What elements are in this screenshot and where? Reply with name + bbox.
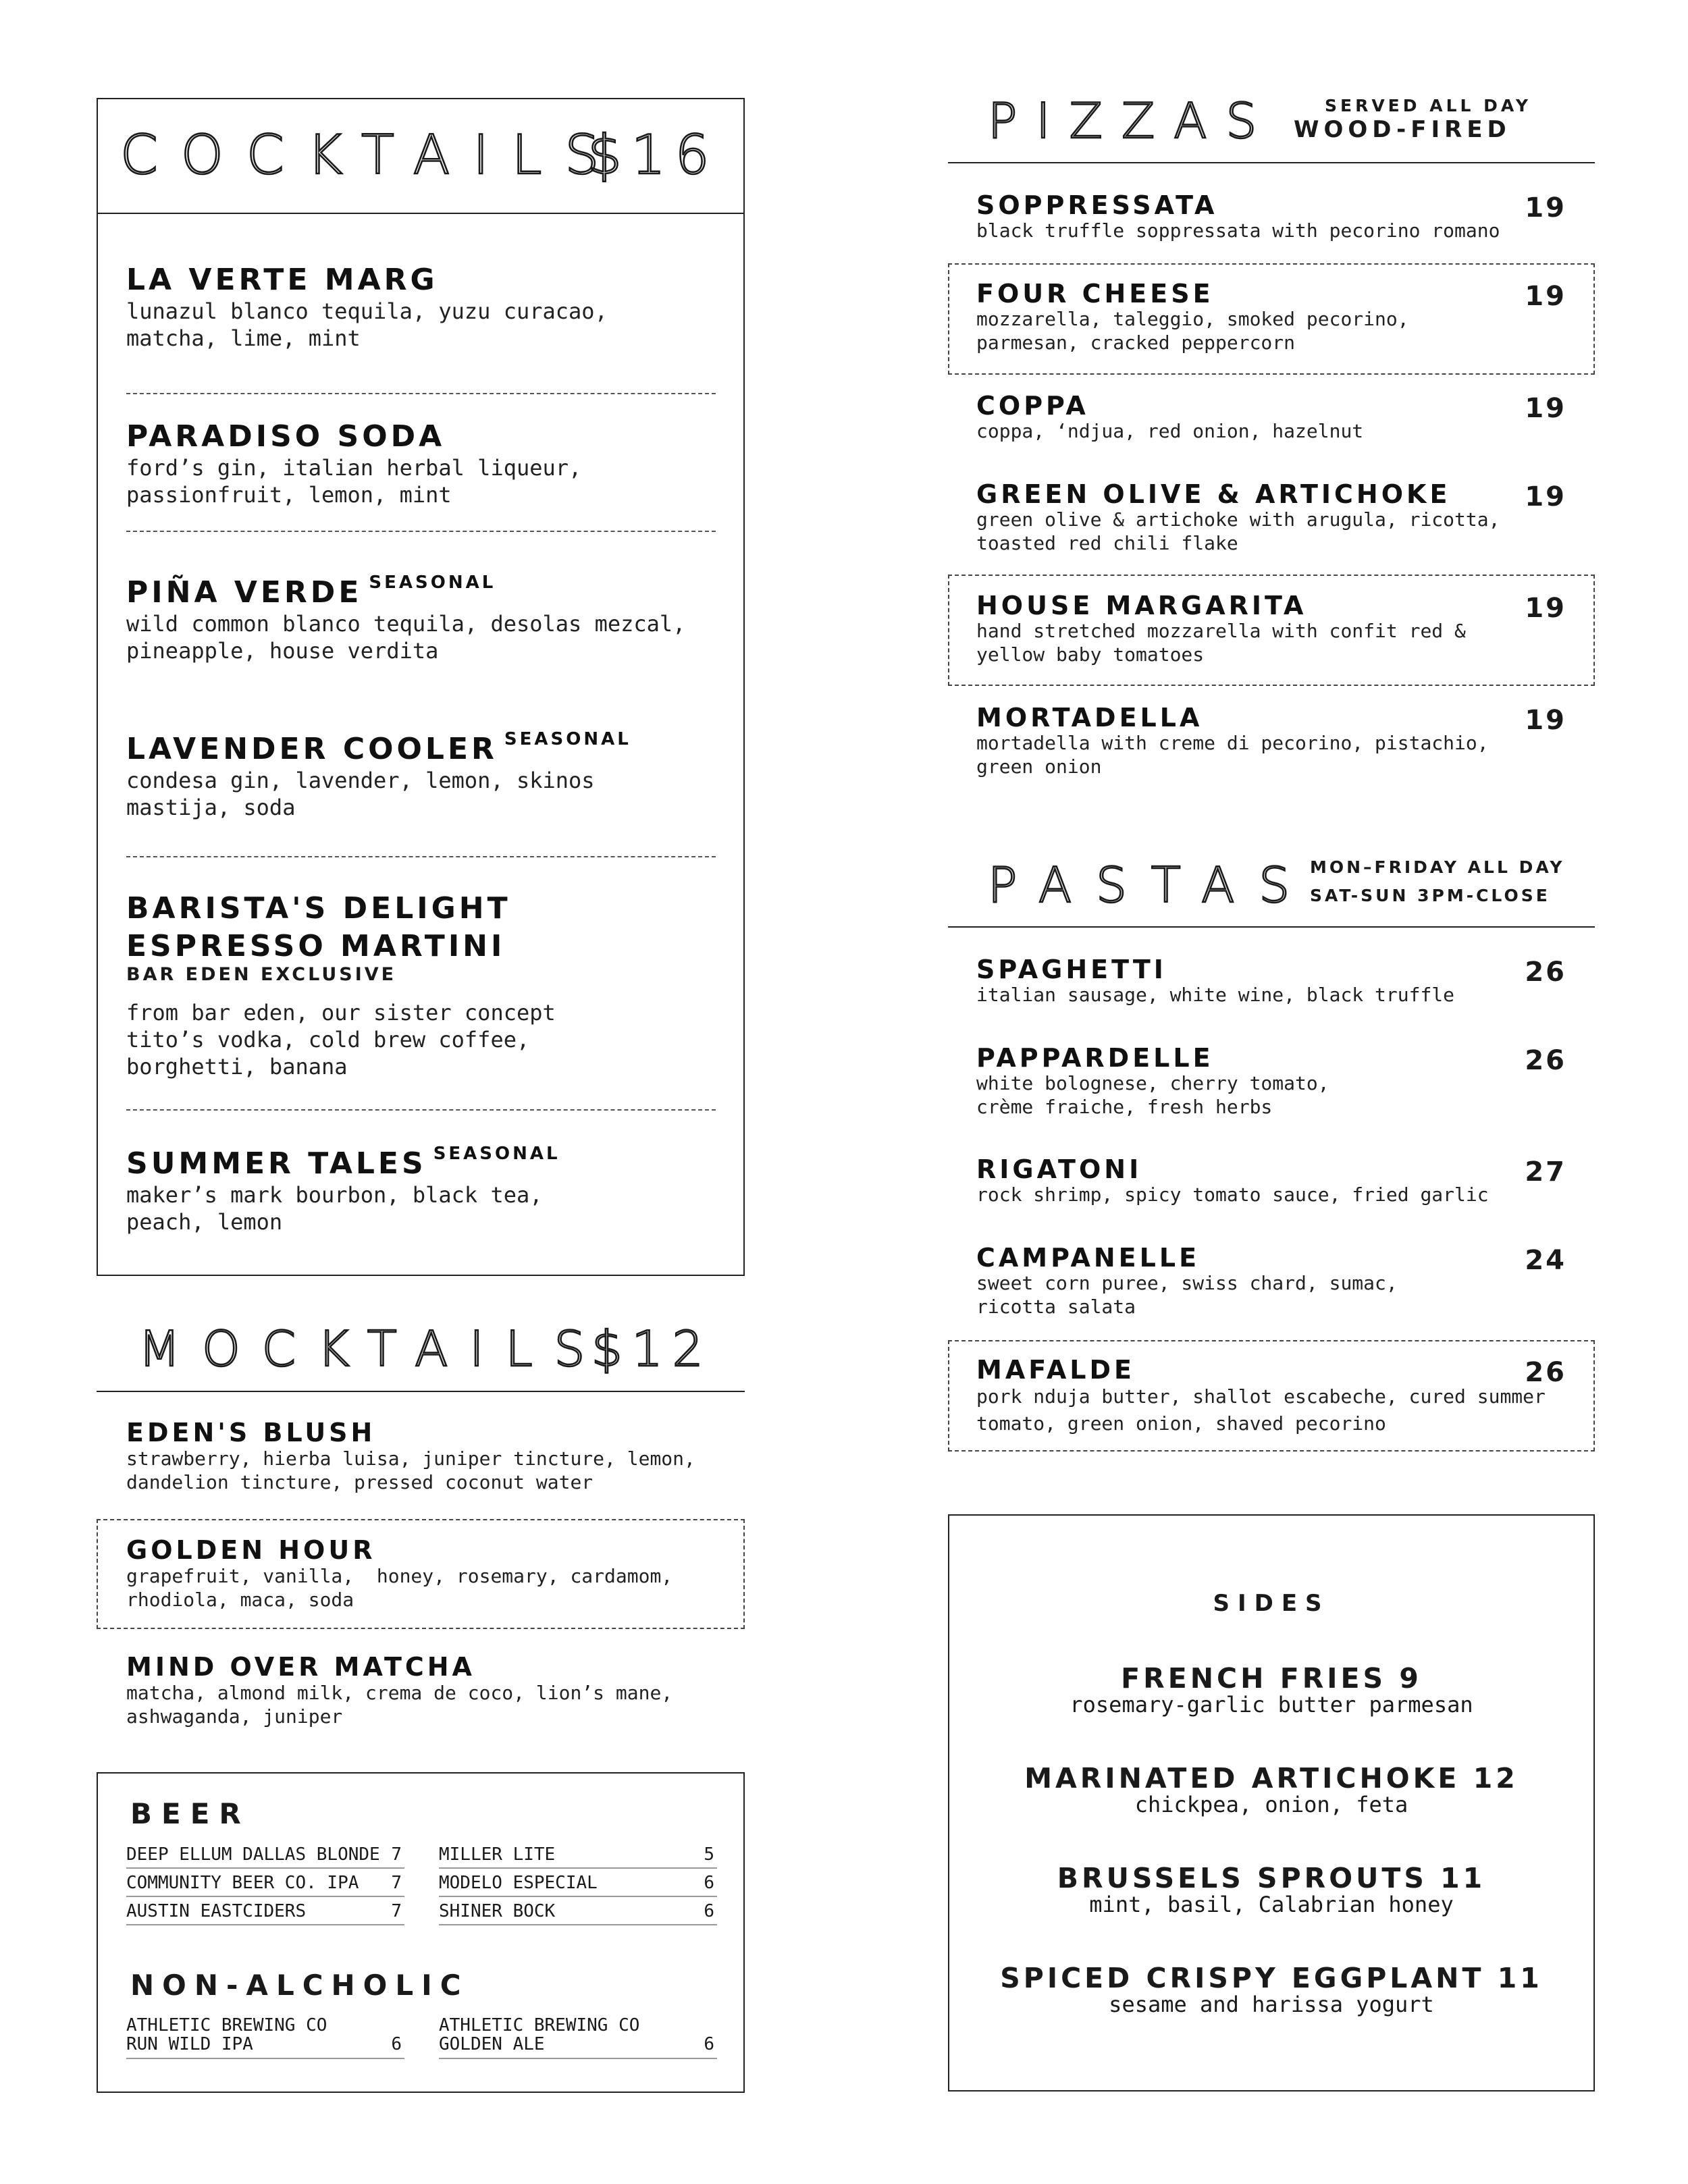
- pizza-price: 19: [1525, 393, 1566, 424]
- pizza-desc: hand stretched mozzarella with confit red & yellow baby tomatoes: [976, 620, 1466, 666]
- beer-row: [439, 1871, 717, 1897]
- seasonal-tag: SEASONAL: [369, 572, 496, 593]
- pizza-name: SOPPRESSATA: [976, 190, 1218, 220]
- pizza-price: 19: [1525, 281, 1566, 312]
- pasta-name: RIGATONI: [976, 1154, 1142, 1184]
- cocktail-name: BARISTA'S DELIGHT ESPRESSO MARTINI: [126, 891, 511, 963]
- side-name: BRUSSELS SPROUTS 11: [1057, 1862, 1486, 1894]
- pizzas-title: PIZZAS: [988, 92, 1276, 149]
- mocktail-desc: grapefruit, vanilla, honey, rosemary, cardamom, rhodiola, maca, soda: [126, 1565, 673, 1611]
- beer-row: [126, 1900, 404, 1925]
- pastas-title: PASTAS: [988, 857, 1315, 913]
- divider: [126, 531, 716, 532]
- pasta-name: MAFALDE: [976, 1355, 1135, 1385]
- cocktail-desc: lunazul blanco tequila, yuzu curacao, matcha, lime, mint: [126, 298, 608, 351]
- cocktail-name-text: PIÑA VERDE: [126, 575, 363, 610]
- cocktail-name: [126, 729, 631, 766]
- mocktail-desc: strawberry, hierba luisa, juniper tincture, lemon, dandelion tincture, pressed coconut water: [126, 1447, 695, 1493]
- divider: [126, 393, 716, 394]
- na-name: ATHLETIC BREWING CO GOLDEN ALE: [439, 2015, 640, 2054]
- na-row: [439, 2016, 717, 2059]
- cocktail-name: [126, 1144, 560, 1181]
- cocktail-desc: maker’s mark bourbon, black tea, peach, lemon: [126, 1182, 543, 1235]
- pasta-desc: rock shrimp, spicy tomato sauce, fried garlic: [976, 1183, 1489, 1206]
- pizzas-note-1: SERVED ALL DAY: [1325, 96, 1531, 115]
- pizza-name: HOUSE MARGARITA: [976, 591, 1307, 620]
- cocktail-desc: ford’s gin, italian herbal liqueur, passionfruit, lemon, mint: [126, 455, 582, 508]
- beer-price: 6: [704, 1873, 714, 1893]
- cocktail-subtitle: BAR EDEN EXCLUSIVE: [126, 964, 397, 985]
- pizzas-note-2: WOOD-FIRED: [1294, 116, 1511, 143]
- side-desc: chickpea, onion, feta: [1134, 1792, 1408, 1817]
- pizza-desc: mozzarella, taleggio, smoked pecorino, parmesan, cracked peppercorn: [976, 308, 1409, 354]
- mocktails-title: MOCKTAILS: [138, 1321, 607, 1377]
- pastas-divider: [948, 926, 1595, 928]
- pizza-name: COPPA: [976, 391, 1089, 421]
- pastas-note-1: MON–FRIDAY ALL DAY: [1310, 857, 1565, 877]
- non-alcoholic-title: NON-ALCHOLIC: [130, 1969, 469, 2002]
- na-row: [126, 2016, 404, 2059]
- cocktail-desc: from bar eden, our sister concept tito’s vodka, cold brew coffee, borghetti, banana: [126, 1000, 556, 1080]
- mocktails-divider: [97, 1391, 745, 1392]
- seasonal-tag: SEASONAL: [433, 1144, 560, 1164]
- pasta-desc: italian sausage, white wine, black truffle: [976, 984, 1455, 1006]
- na-price: 6: [391, 2034, 402, 2054]
- beer-price: 7: [391, 1873, 402, 1893]
- cocktail-desc: condesa gin, lavender, lemon, skinos mastija, soda: [126, 768, 595, 820]
- beer-name: MODELO ESPECIAL: [439, 1873, 598, 1893]
- pasta-desc: white bolognese, cherry tomato, crème fraiche, fresh herbs: [976, 1072, 1329, 1118]
- beer-name: DEEP ELLUM DALLAS BLONDE: [126, 1844, 380, 1865]
- beer-price: 7: [391, 1901, 402, 1921]
- pizza-desc: mortadella with creme di pecorino, pistachio, green onion: [976, 732, 1489, 778]
- divider: [126, 1109, 716, 1111]
- side-desc: sesame and harissa yogurt: [1109, 1992, 1434, 2017]
- pizzas-divider: [948, 162, 1595, 163]
- mocktails-price: $12: [591, 1321, 713, 1377]
- cocktails-header-divider: [97, 213, 745, 214]
- pasta-name: CAMPANELLE: [976, 1243, 1201, 1273]
- pasta-price: 27: [1525, 1156, 1566, 1188]
- beer-row: [126, 1871, 404, 1897]
- side-name: SPICED CRISPY EGGPLANT 11: [1000, 1962, 1543, 1994]
- pizza-price: 19: [1525, 481, 1566, 512]
- pasta-price: 26: [1525, 957, 1566, 988]
- mocktail-name: MIND OVER MATCHA: [126, 1652, 475, 1682]
- pasta-desc: sweet corn puree, swiss chard, sumac, ricotta salata: [976, 1272, 1398, 1318]
- beer-name: SHINER BOCK: [439, 1901, 556, 1921]
- pizza-desc: green olive & artichoke with arugula, ricotta, toasted red chili flake: [976, 508, 1500, 554]
- pastas-note-2: SAT-SUN 3PM-CLOSE: [1310, 886, 1550, 905]
- mocktail-name: EDEN'S BLUSH: [126, 1418, 376, 1447]
- pasta-desc: pork nduja butter, shallot escabeche, cured summer tomato, green onion, shaved pecorino: [976, 1385, 1546, 1435]
- pizza-name: MORTADELLA: [976, 703, 1203, 733]
- beer-name: COMMUNITY BEER CO. IPA: [126, 1873, 359, 1893]
- beer-price: 5: [704, 1844, 714, 1865]
- cocktail-name: PARADISO SODA: [126, 419, 446, 454]
- cocktail-name: [126, 572, 496, 610]
- pizza-desc: black truffle soppressata with pecorino romano: [976, 219, 1500, 242]
- pasta-name: PAPPARDELLE: [976, 1043, 1214, 1073]
- side-desc: mint, basil, Calabrian honey: [1089, 1892, 1454, 1917]
- na-name: ATHLETIC BREWING CO RUN WILD IPA: [126, 2015, 327, 2054]
- pasta-name: SPAGHETTI: [976, 955, 1167, 984]
- divider: [126, 856, 716, 857]
- cocktail-name: LA VERTE MARG: [126, 263, 438, 297]
- pizza-name: FOUR CHEESE: [976, 279, 1214, 309]
- beer-price: 6: [704, 1901, 714, 1921]
- pizza-price: 19: [1525, 705, 1566, 736]
- cocktail-name-text: SUMMER TALES: [126, 1146, 427, 1181]
- beer-row: [126, 1843, 404, 1869]
- mocktail-name: GOLDEN HOUR: [126, 1535, 376, 1565]
- cocktails-title: COCKTAILS: [120, 124, 623, 186]
- beer-title: BEER: [130, 1797, 250, 1830]
- sides-title: SIDES: [1213, 1590, 1330, 1617]
- beer-name: MILLER LITE: [439, 1844, 556, 1865]
- beer-name: AUSTIN EASTCIDERS: [126, 1901, 307, 1921]
- cocktails-price: $16: [587, 124, 719, 186]
- pasta-price: 24: [1525, 1245, 1566, 1276]
- side-desc: rosemary-garlic butter parmesan: [1070, 1692, 1473, 1717]
- beer-price: 7: [391, 1844, 402, 1865]
- na-price: 6: [704, 2034, 714, 2054]
- beer-row: [439, 1843, 717, 1869]
- pasta-price: 26: [1525, 1357, 1566, 1388]
- cocktail-desc: wild common blanco tequila, desolas mezcal, pineapple, house verdita: [126, 611, 686, 664]
- mocktail-desc: matcha, almond milk, crema de coco, lion’s mane, ashwaganda, juniper: [126, 1682, 673, 1728]
- cocktail-name-text: LAVENDER COOLER: [126, 732, 498, 766]
- pizza-price: 19: [1525, 593, 1566, 624]
- side-name: MARINATED ARTICHOKE 12: [1024, 1762, 1519, 1794]
- beer-row: [439, 1900, 717, 1925]
- pizza-desc: coppa, ‘ndjua, red onion, hazelnut: [976, 420, 1364, 442]
- pizza-name: GREEN OLIVE & ARTICHOKE: [976, 479, 1451, 509]
- pasta-price: 26: [1525, 1045, 1566, 1076]
- pizza-price: 19: [1525, 192, 1566, 223]
- seasonal-tag: SEASONAL: [504, 729, 631, 749]
- side-name: FRENCH FRIES 9: [1121, 1662, 1422, 1695]
